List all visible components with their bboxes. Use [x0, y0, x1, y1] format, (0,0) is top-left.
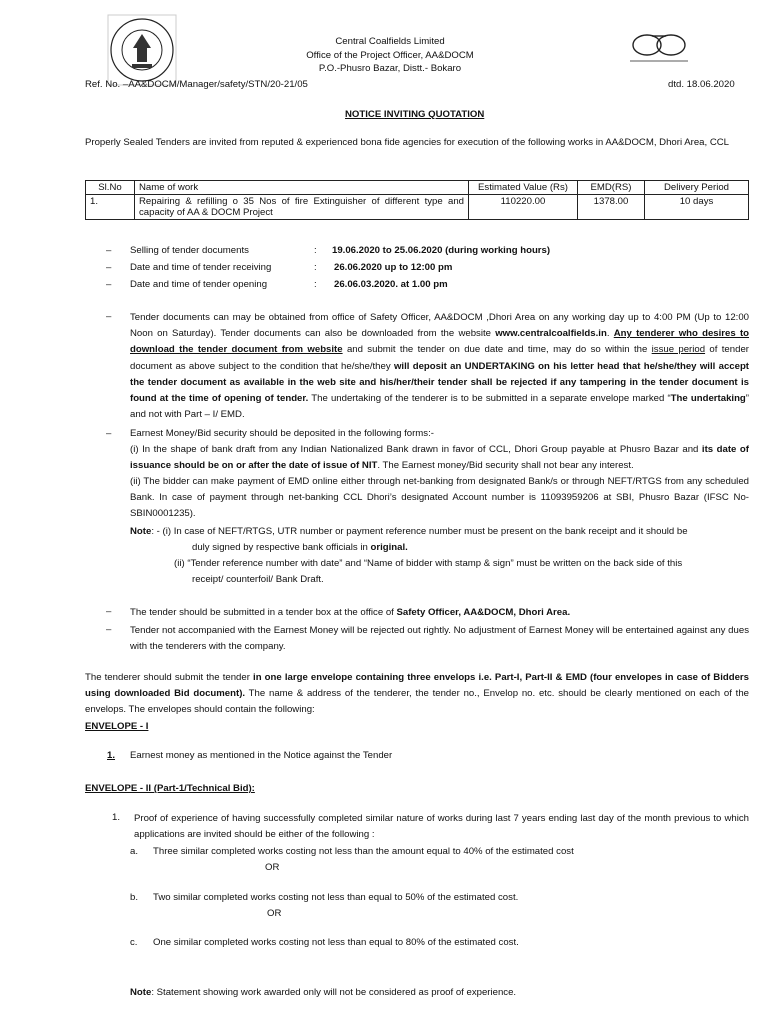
rejection-paragraph: Tender not accompanied with the Earnest Money will be rejected out rightly. No adjustment of Earnest Money will be entertained against any dues with the tenderers with the company.: [130, 625, 749, 653]
col-emd: EMD(RS): [578, 181, 645, 195]
emd-note-line3: (ii) “Tender reference number with date” and “Name of bidder with stamp & sign” must be written on the back side of this: [174, 558, 683, 569]
page-title: NOTICE INVITING QUOTATION: [345, 109, 485, 120]
cell-slno: 1.: [86, 195, 135, 220]
or-separator: OR: [267, 908, 282, 919]
office-address: P.O.-Phusro Bazar, Distt.- Bokaro: [318, 63, 462, 74]
schedule-opening: [0, 279, 770, 293]
works-table: [85, 180, 749, 220]
tender-documents-paragraph: Tender documents can may be obtained from office of Safety Officer, AA&DOCM ,Dhori Area on any working day up to 4:00 PM (Up to 12:00 Noon on Saturday). Tender documents can also be downloaded from the website www.centralcoalfields.in. Any tenderer who desires to download the tender document from website and submit the tender on due date and time, may do so within the issue period of tender document as above subject to the condition that he/she/they will deposit an UNDERTAKING on his letter head that he/she/they will accept the tender document as available in the web site and his/her/their tender shall be rejected if any tampering in the tender document is found at the time of opening of tender. The undertaking of the tenderer is to be submitted in a separate envelope marked “The undertaking” and not with Part – I/ EMD.: [130, 312, 750, 421]
dash: –: [106, 624, 112, 635]
emd-lead: Earnest Money/Bid security should be deposited in the following forms:-: [130, 428, 434, 439]
col-slno: Sl.No: [86, 181, 135, 195]
emd-note-line4: receipt/ counterfoil/ Bank Draft.: [192, 574, 324, 585]
dash: –: [106, 245, 112, 256]
company-logo: [107, 14, 177, 86]
swachh-bharat-seal: [628, 32, 690, 66]
schedule-colon: :: [314, 245, 317, 256]
reference-number: Ref. No. –AA&DOCM/Manager/safety/STN/20-21/05: [85, 79, 308, 90]
emd-option-ii: (ii) The bidder can make payment of EMD online either through net-banking from designated Bank/s or through NEFT/RTGS from any scheduled Bank. In case of payment through net-banking CCL Dhori’s designated Account number is 11093959206 at SBI, Phusro Bazar (IFSC No- SBIN0001235).: [130, 476, 749, 520]
dash: –: [106, 262, 112, 273]
dash: –: [106, 311, 112, 322]
office-name: Office of the Project Officer, AA&DOCM: [306, 49, 474, 61]
schedule-receiving: [0, 262, 770, 276]
envelope-ii-number: 1.: [112, 812, 121, 823]
schedule-selling: [0, 245, 770, 259]
envelope-i-number: 1.: [107, 750, 116, 761]
col-delivery: Delivery Period: [645, 181, 749, 195]
cell-name: Repairing & refilling o 35 Nos of fire Extinguisher of different type and capacity of AA & DOCM Project: [135, 195, 469, 220]
dash: –: [106, 279, 112, 290]
col-name: Name of work: [135, 181, 469, 195]
envelope-instructions: The tenderer should submit the tender in one large envelope containing three envelops i.e. Part-I, Part-II & EMD (four envelopes in case of Bidders using downloaded Bid document). The name & address of the tenderer, the tender no., Envelop no. etc. should be clearly mentioned on each of the envelops. The envelopes should contain the following:: [85, 672, 750, 716]
emd-note-line2: duly signed by respective bank officials in original.: [192, 542, 408, 553]
item-text: Two similar completed works costing not less than equal to 50% of the estimated cost.: [153, 892, 519, 903]
schedule-value: 19.06.2020 to 25.06.2020 (during working hours): [332, 245, 551, 256]
envelope-i-text: Earnest money as mentioned in the Notice against the Tender: [130, 750, 393, 761]
schedule-label: Date and time of tender opening: [130, 279, 268, 290]
schedule-label: Selling of tender documents: [130, 245, 249, 256]
envelope-i-heading: ENVELOPE - I: [85, 721, 149, 732]
envelope-ii-heading: ENVELOPE - II (Part-1/Technical Bid):: [85, 783, 255, 794]
item-label: b.: [130, 892, 139, 903]
cell-emd: 1378.00: [578, 195, 645, 220]
dash: –: [106, 428, 112, 439]
tender-box-paragraph: The tender should be submitted in a tender box at the office of Safety Officer, AA&DOCM, Dhori Area.: [130, 607, 571, 618]
table-header-row: [86, 181, 749, 195]
col-estimated-value: Estimated Value (Rs): [469, 181, 578, 195]
schedule-value: 26.06.2020 up to 12:00 pm: [334, 262, 453, 273]
org-name: Central Coalfields Limited: [335, 36, 445, 47]
item-label: a.: [130, 846, 139, 857]
item-text: One similar completed works costing not less than equal to 80% of the estimated cost.: [153, 937, 519, 948]
item-label: c.: [130, 937, 138, 948]
schedule-label: Date and time of tender receiving: [130, 262, 272, 273]
notice-date: dtd. 18.06.2020: [668, 79, 735, 90]
schedule-colon: :: [314, 262, 317, 273]
schedule-colon: :: [314, 279, 317, 290]
item-text: Three similar completed works costing not less than the amount equal to 40% of the estimated cost: [153, 846, 574, 857]
emd-option-i: (i) In the shape of bank draft from any Indian Nationalized Bank drawn in favor of CCL, Dhori Group payable at Phusro Bazar and its date of issuance should be on or after the date of issue of NIT. The Earnest money/Bid security shall not bear any interest.: [130, 444, 749, 472]
cell-delivery: 10 days: [645, 195, 749, 220]
intro-paragraph: Properly Sealed Tenders are invited from reputed & experienced bona fide agencies for execution of the following works in AA&DOCM, Dhori Area, CCL: [85, 137, 730, 148]
experience-note: Note: Statement showing work awarded only will not be considered as proof of experience.: [130, 987, 517, 998]
dash: –: [106, 606, 112, 617]
cell-estimated-value: 110220.00: [469, 195, 578, 220]
schedule-value: 26.06.03.2020. at 1.00 pm: [334, 279, 448, 290]
envelope-ii-text: Proof of experience of having successfully completed similar nature of works during last 7 years ending last day of the month previous to which applications are invited should be either of the following :: [134, 813, 749, 841]
emd-note-line1: Note: - (i) In case of NEFT/RTGS, UTR number or payment reference number must be present on the bank receipt and it should be: [130, 526, 688, 537]
table-row: [86, 195, 749, 220]
or-separator: OR: [265, 862, 280, 873]
